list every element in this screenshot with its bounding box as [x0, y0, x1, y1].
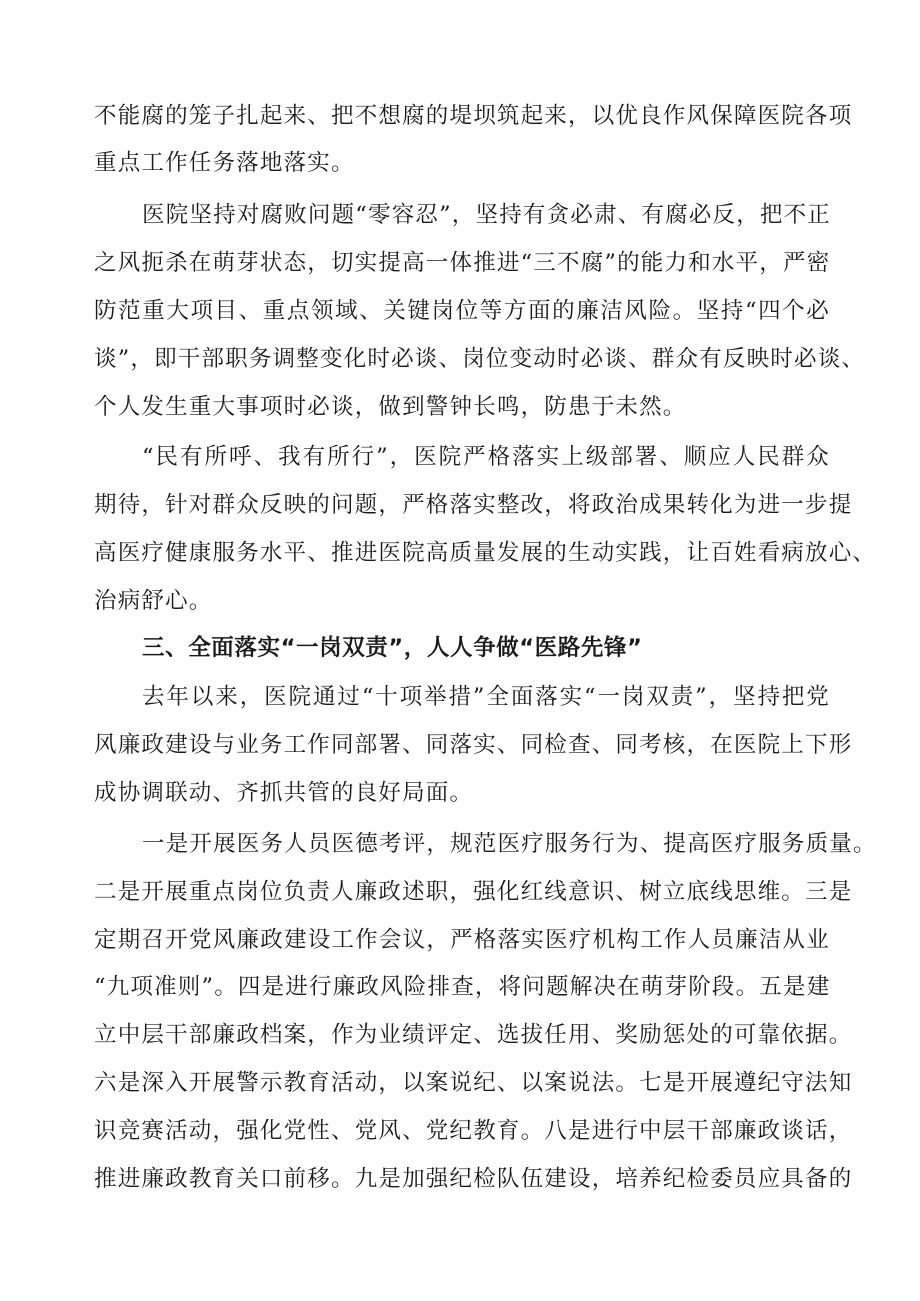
text-line: 不能腐的笼子扎起来、把不想腐的堤坝筑起来，以优良作风保障医院各项 [94, 103, 853, 129]
text-line: 二是开展重点岗位负责人廉政述职，强化红线意识、树立底线思维。三是 [94, 879, 853, 905]
text-line: “九项准则”。四是进行廉政风险排查，将问题解决在萌芽阶段。五是建 [94, 974, 831, 1000]
text-line: 防范重大项目、重点领域、关键岗位等方面的廉洁风险。坚持“四个必 [94, 298, 830, 324]
text-line: 个人发生重大事项时必谈，做到警钟长鸣，防患于未然。 [94, 394, 687, 420]
text-line: 风廉政建设与业务工作同部署、同落实、同检查、同考核，在医院上下形 [94, 732, 853, 758]
text-line: 推进廉政教育关口前移。九是加强纪检队伍建设，培养纪检委员应具备的 [94, 1166, 853, 1192]
text-line: 成协调联动、齐抓共管的良好局面。 [94, 780, 474, 806]
section-heading: 三、全面落实“一岗双责”，人人争做“医路先锋” [142, 635, 643, 661]
text-line: 重点工作任务落地落实。 [94, 150, 355, 176]
text-line: 定期召开党风廉政建设工作会议，严格落实医疗机构工作人员廉洁从业 [94, 927, 830, 953]
text-line: 立中层干部廉政档案，作为业绩评定、选拔任用、奖励惩处的可靠依据。 [94, 1022, 853, 1048]
text-line: 之风扼杀在萌芽状态，切实提高一体推进“三不腐”的能力和水平，严密 [94, 250, 831, 276]
text-line: 一是开展医务人员医德考评，规范医疗服务行为、提高医疗服务质量。 [142, 831, 877, 857]
text-line: 识竞赛活动，强化党性、党风、党纪教育。八是进行中层干部廉政谈话， [94, 1118, 853, 1144]
text-line: 谈”，即干部职务调整变化时必谈、岗位变动时必谈、群众有反映时必谈、 [94, 346, 866, 372]
text-line: 六是深入开展警示教育活动，以案说纪、以案说法。七是开展遵纪守法知 [94, 1070, 853, 1096]
text-line: 期待，针对群众反映的问题，严格落实整改，将政治成果转化为进一步提 [94, 492, 853, 518]
text-line: 医院坚持对腐败问题“零容忍”，坚持有贪必肃、有腐必反，把不正 [142, 202, 832, 228]
text-line: 高医疗健康服务水平、推进医院高质量发展的生动实践，让百姓看病放心、 [94, 540, 877, 566]
text-line: “民有所呼、我有所行”，医院严格落实上级部署、顺应人民群众 [142, 444, 830, 470]
text-line: 治病舒心。 [94, 588, 213, 614]
text-line: 去年以来，医院通过“十项举措”全面落实“一岗双责”，坚持把党 [142, 684, 830, 710]
